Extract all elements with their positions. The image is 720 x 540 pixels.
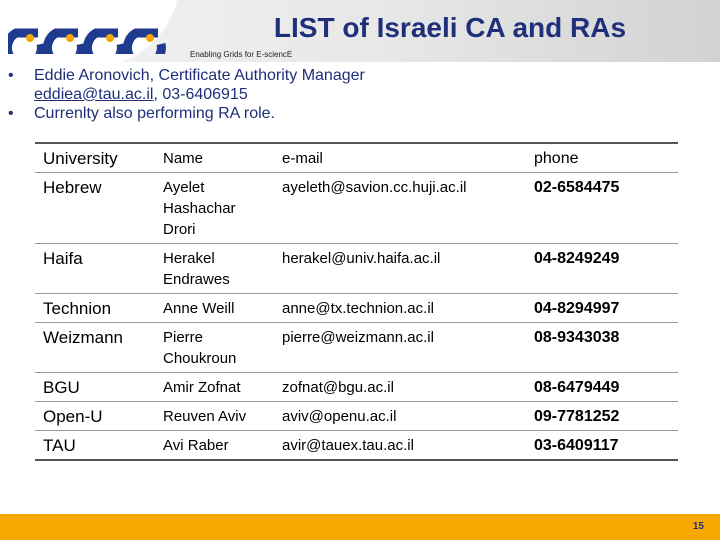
cell-university: Technion [35,294,155,323]
bullet-icon: • [8,67,14,84]
cell-phone: 02-6584475 [526,173,678,244]
bullet-item [8,104,365,123]
cell-university: Weizmann [35,323,155,373]
table-row [35,431,678,461]
manager-line: Eddie Aronovich, Certificate Authority Manager [34,67,365,84]
cell-phone: 09-7781252 [526,402,678,431]
header-name: Name [155,143,274,173]
cell-university: Open-U [35,402,155,431]
cell-university: TAU [35,431,155,461]
footer-bar [0,514,720,540]
bullet-list [8,66,365,123]
cell-phone: 08-6479449 [526,373,678,402]
page-title: LIST of Israeli CA and RAs [273,12,627,43]
table-row [35,244,678,294]
cell-email: ayeleth@savion.cc.huji.ac.il [274,173,526,244]
table-row [35,402,678,431]
cell-name: Pierre Choukroun [155,323,274,373]
cell-email: aviv@openu.ac.il [274,402,526,431]
cell-university: BGU [35,373,155,402]
table-row [35,294,678,323]
table-row [35,373,678,402]
header-university: University [35,143,155,173]
table-header-row [35,143,678,173]
header-phone: phone [526,143,678,173]
cell-university: Haifa [35,244,155,294]
page-number: 15 [692,521,704,532]
cell-name: Herakel Endrawes [155,244,274,294]
cell-phone: 04-8249249 [526,244,678,294]
cell-email: zofnat@bgu.ac.il [274,373,526,402]
bullet-item [8,66,365,104]
manager-email-link[interactable]: eddiea@tau.ac.il [34,86,154,103]
cell-email: pierre@weizmann.ac.il [274,323,526,373]
header-email: e-mail [274,143,526,173]
cell-phone: 04-8294997 [526,294,678,323]
cell-email: avir@tauex.tau.ac.il [274,431,526,461]
manager-phone: , 03-6406915 [153,86,248,103]
cell-name: Reuven Aviv [155,402,274,431]
slide-header [0,0,720,62]
cell-name: Ayelet Hashachar Drori [155,173,274,244]
cell-name: Avi Raber [155,431,274,461]
ra-role-text: Currenlty also performing RA role. [34,105,275,122]
table-row [35,323,678,373]
cell-email: anne@tx.technion.ac.il [274,294,526,323]
cell-email: herakel@univ.haifa.ac.il [274,244,526,294]
cell-name: Anne Weill [155,294,274,323]
bullet-icon: • [8,105,14,122]
bullet-text [34,66,365,104]
tagline: Enabling Grids for E-sciencE [190,50,293,59]
ca-table [35,142,678,461]
cell-phone: 08-9343038 [526,323,678,373]
cell-name: Amir Zofnat [155,373,274,402]
table-row [35,173,678,244]
cell-university: Hebrew [35,173,155,244]
cell-phone: 03-6409117 [526,431,678,461]
